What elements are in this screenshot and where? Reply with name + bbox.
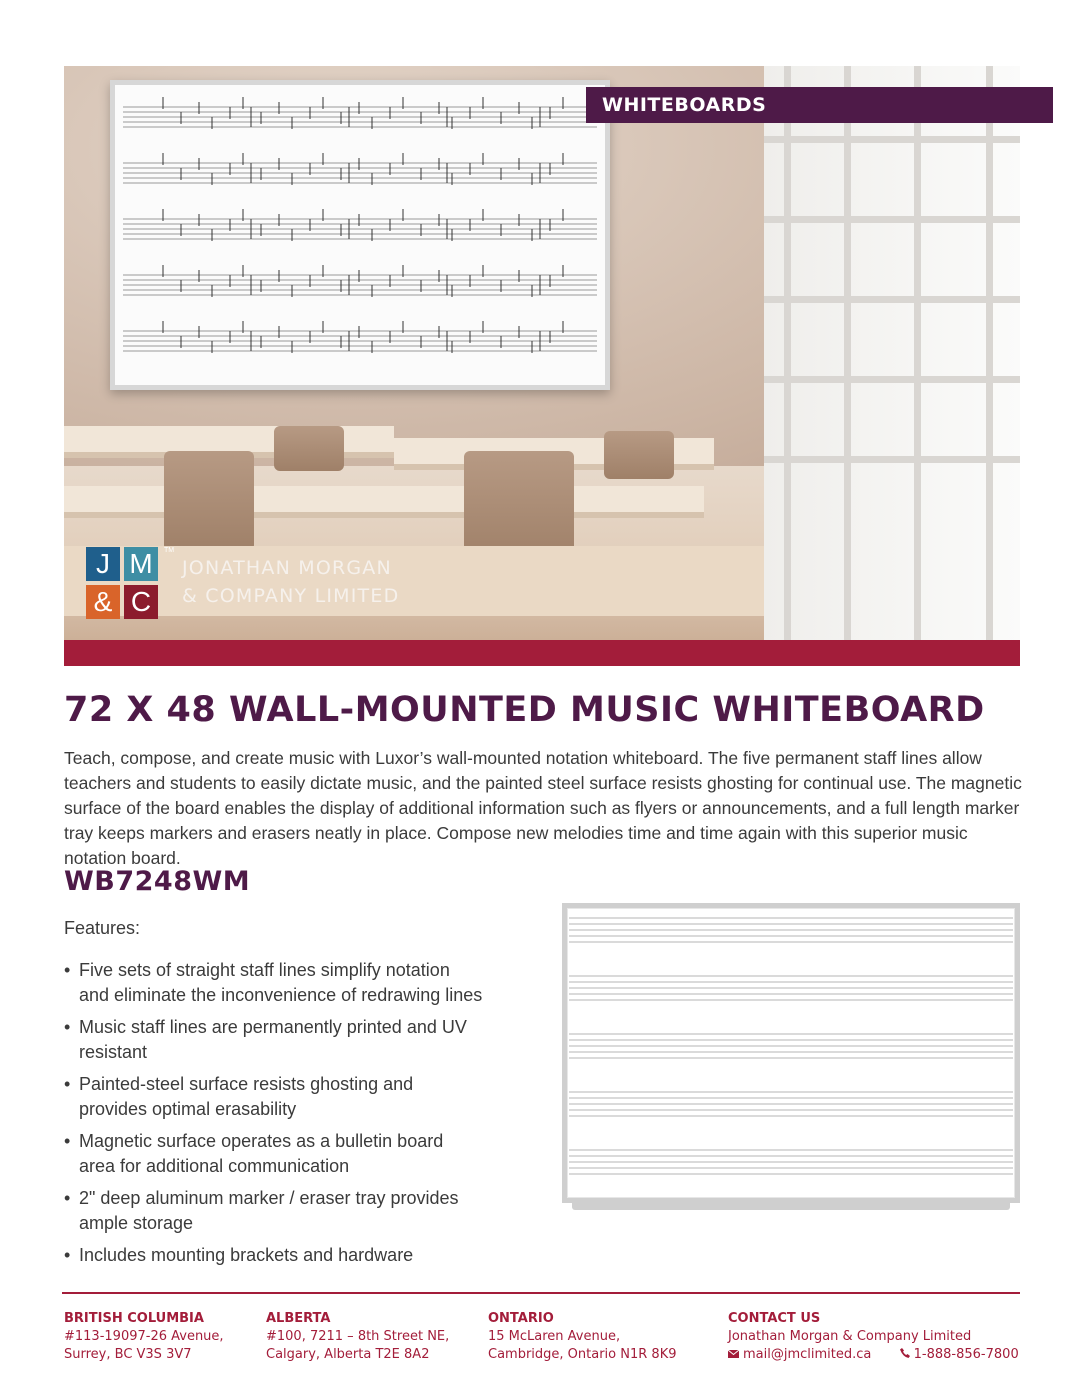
- footer-bc-line1: #113-19097-26 Avenue,: [64, 1329, 224, 1344]
- model-number: WB7248WM: [64, 866, 251, 897]
- footer-contact-line: [728, 1346, 1019, 1364]
- features-label: Features:: [64, 918, 141, 938]
- logo-line-2: & COMPANY LIMITED: [182, 585, 400, 607]
- footer-contact-company: Jonathan Morgan & Company Limited: [728, 1329, 972, 1344]
- trademark-mark: TM: [164, 547, 175, 554]
- footer-bc-line2: Surrey, BC V3S 3V7: [64, 1347, 192, 1362]
- footer-bc: [64, 1310, 224, 1364]
- product-image: [562, 903, 1020, 1213]
- phone-icon: [900, 1346, 910, 1364]
- product-description: Teach, compose, and create music with Luxor’s wall-mounted notation whiteboard. The five permanent staff lines allow teachers and students to easily dictate music, and the painted steel surface resists ghosting for continual use. The magnetic surface of the board enables the display of additional information such as flyers or announcements, and a full length marker tray keeps markers and erasers neatly in place. Compose new melodies time and time again with this superior music notation board.: [64, 748, 1022, 868]
- feature-item: • Includes mounting brackets and hardware: [64, 1243, 484, 1268]
- logo-line-1: JONATHAN MORGAN: [182, 557, 392, 579]
- printed-staff-lines: [567, 908, 1015, 1198]
- feature-item: • Painted-steel surface resists ghosting and provides optimal erasability: [64, 1072, 484, 1122]
- logo-tile-c: C: [124, 585, 158, 619]
- footer-contact: [728, 1310, 1019, 1364]
- company-logo: [86, 547, 426, 622]
- classroom-window: [764, 66, 1020, 640]
- feature-item: • Magnetic surface operates as a bulletin board area for additional communication: [64, 1129, 484, 1179]
- chair: [164, 451, 254, 551]
- footer-bc-heading: BRITISH COLUMBIA: [64, 1311, 204, 1326]
- chair: [604, 431, 674, 479]
- email-link[interactable]: mail@jmclimited.ca: [743, 1347, 872, 1362]
- chair: [464, 451, 574, 561]
- feature-item: • 2" deep aluminum marker / eraser tray provides ample storage: [64, 1186, 484, 1236]
- music-whiteboard-photo: [110, 80, 610, 390]
- brand-red-band: [64, 640, 1020, 666]
- footer-on-line1: 15 McLaren Avenue,: [488, 1329, 621, 1344]
- category-banner: WHITEBOARDS: [586, 87, 1053, 123]
- marker-tray: [572, 1203, 1010, 1210]
- features-list: [64, 958, 484, 1275]
- product-title: 72 X 48 WALL-MOUNTED MUSIC WHITEBOARD: [64, 690, 985, 730]
- feature-item: • Five sets of straight staff lines simplify notation and eliminate the inconvenience of redrawing lines: [64, 958, 484, 1008]
- footer-on-line2: Cambridge, Ontario N1R 8K9: [488, 1347, 677, 1362]
- footer-divider: [62, 1292, 1020, 1294]
- chair: [274, 426, 344, 471]
- desk: [64, 486, 704, 518]
- handwritten-music-staves: [115, 85, 605, 385]
- feature-item: • Music staff lines are permanently printed and UV resistant: [64, 1015, 484, 1065]
- hero-classroom-image: [64, 66, 1020, 640]
- footer-ab-heading: ALBERTA: [266, 1311, 331, 1326]
- logo-tile-j: J: [86, 547, 120, 581]
- footer-ab: [266, 1310, 449, 1364]
- logo-tile-amp: &: [86, 585, 120, 619]
- footer-on-heading: ONTARIO: [488, 1311, 554, 1326]
- footer-contact-heading: CONTACT US: [728, 1311, 821, 1326]
- phone-link[interactable]: 1-888-856-7800: [913, 1347, 1019, 1362]
- whiteboard-frame: [562, 903, 1020, 1203]
- logo-tile-m: M: [124, 547, 158, 581]
- footer-ab-line1: #100, 7211 – 8th Street NE,: [266, 1329, 450, 1344]
- footer-on: [488, 1310, 677, 1364]
- envelope-icon: [728, 1346, 739, 1364]
- footer-ab-line2: Calgary, Alberta T2E 8A2: [266, 1347, 430, 1362]
